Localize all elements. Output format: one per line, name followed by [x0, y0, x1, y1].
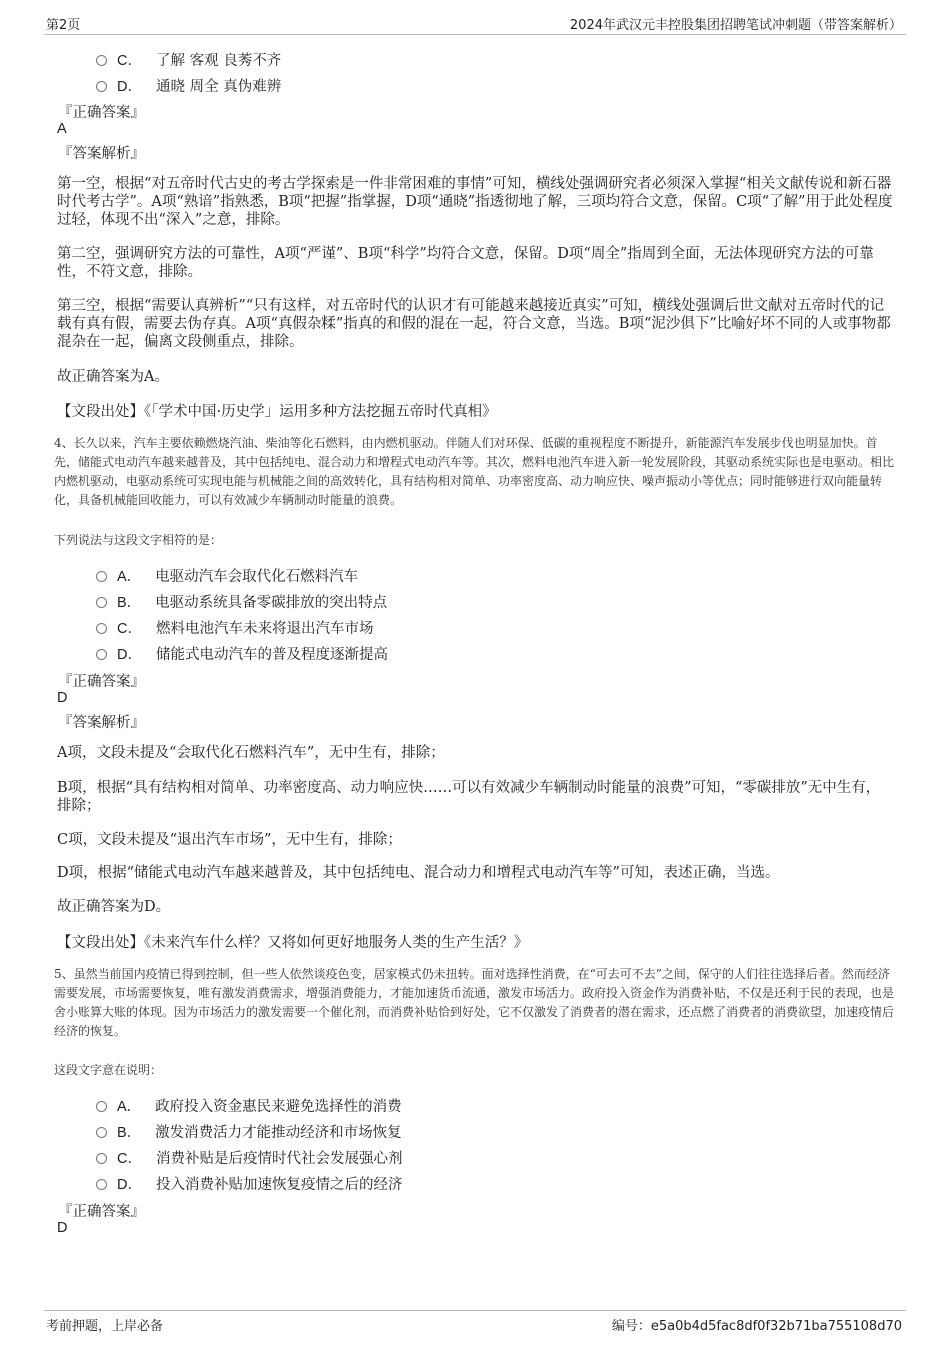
q3-analysis-2: 第二空，强调研究方法的可靠性，A项“严谨”、B项“科学”均符合文意，保留。D项“周全”指周到全面，无法体现研究方法的可靠性，不符文意，排除。 [57, 246, 874, 280]
q4-option-a[interactable]: A． 电驱动汽车会取代化石燃料汽车 [96, 565, 358, 586]
q3-analysis-label: 『答案解析』 [58, 146, 145, 162]
q3-analysis-3: 第三空，根据“需要认真辨析”“只有这样，对五帝时代的认识才有可能越来越接近真实”可知，横线处强调后世文献对五帝时代的记载有真有假，需要去伪存真。A项“真假杂糅”指真的和假的混在一起，符合文意，当选。B项“泥沙俱下”比喻好坏不同的人或事物都混杂在一起，偏离文段侧重点，排除。 [57, 298, 891, 350]
q4-passage: 4、长久以来，汽车主要依赖燃烧汽油、柴油等化石燃料，由内燃机驱动。伴随人们对环保、低碳的重视程度不断提升，新能源汽车发展步伐也明显加快。首先，储能式电动汽车越来越普及，其中包括纯电、混合动力和增程式电动汽车等。其次，燃料电池汽车进入新一轮发展阶段，其驱动系统实际也是电驱动。相比内燃机驱动，电驱动系统可实现电能与机械能之间的高效转化，具有结构相对简单、功率密度高、动力响应快、噪声振动小等优点；同时能够进行双向能量转化，具备机械能回收能力，可以有效减少车辆制动时能量的浪费。 [54, 436, 895, 507]
q5-option-d[interactable]: D． 投入消费补贴加速恢复疫情之后的经济 [96, 1173, 402, 1194]
radio-icon[interactable] [96, 649, 107, 660]
page-number: 第2页 [46, 18, 81, 33]
footer-slogan: 考前押题，上岸必备 [46, 1319, 164, 1334]
q4-source: 【文段出处】《未来汽车什么样？又将如何更好地服务人类的生产生活？》 [57, 935, 529, 951]
radio-icon[interactable] [96, 55, 107, 66]
document-code: 编号：e5a0b4d5fac8df0f32b71ba755108d70 [611, 1319, 902, 1334]
page-footer [44, 1310, 906, 1335]
radio-icon[interactable] [96, 571, 107, 582]
radio-icon[interactable] [96, 1179, 107, 1190]
q4-option-d[interactable]: D． 储能式电动汽车的普及程度逐渐提高 [96, 643, 388, 664]
q4-analysis-d: D项，根据“储能式电动汽车越来越普及，其中包括纯电、混合动力和增程式电动汽车等”可知，表述正确，当选。 [57, 865, 780, 881]
radio-icon[interactable] [96, 1101, 107, 1112]
q5-option-b[interactable]: B． 激发消费活力才能推动经济和市场恢复 [96, 1121, 402, 1142]
q3-answer: A [57, 121, 67, 137]
q4-question: 下列说法与这段文字相符的是： [54, 533, 223, 547]
radio-icon[interactable] [96, 81, 107, 92]
radio-icon[interactable] [96, 1127, 107, 1138]
q4-answer: D [57, 690, 68, 706]
q3-conclusion: 故正确答案为A。 [57, 369, 169, 385]
page-header [44, 10, 906, 35]
q4-option-c[interactable]: C． 燃料电池汽车未来将退出汽车市场 [96, 617, 373, 638]
q4-conclusion: 故正确答案为D。 [57, 899, 171, 915]
q5-option-c[interactable]: C． 消费补贴是后疫情时代社会发展强心剂 [96, 1147, 402, 1168]
q4-analysis-b: B项，根据“具有结构相对简单、功率密度高、动力响应快……可以有效减少车辆制动时能量的浪费”可知，“零碳排放”无中生有，排除； [57, 780, 881, 814]
document-title: 2024年武汉元丰控股集团招聘笔试冲刺题（带答案解析） [569, 18, 902, 33]
q5-passage: 5、虽然当前国内疫情已得到控制，但一些人依然谈疫色变，居家模式仍未扭转。面对选择性消费，在“可去可不去”之间，保守的人们往往选择后者。然而经济需要发展，市场需要恢复，唯有激发消费需求，增强消费能力，才能加速货币流通，激发市场活力。政府投入资金作为消费补贴，不仅是还利于民的表现，也是舍小账算大账的体现。因为市场活力的激发需要一个催化剂，而消费补贴恰到好处，它不仅激发了消费者的潜在需求，还点燃了消费者的消费欲望，加速疫情后经济的恢复。 [54, 967, 895, 1038]
radio-icon[interactable] [96, 1153, 107, 1164]
q3-analysis-1: 第一空，根据“对五帝时代古史的考古学探索是一件非常困难的事情”可知，横线处强调研究者必须深入掌握“相关文献传说和新石器时代考古学”。A项“熟谙”指熟悉，B项“把握”指掌握，D项“通晓”指透彻地了解，三项均符合文意，保留。C项“了解”用于此处程度过轻，体现不出“深入”之意，排除。 [57, 176, 893, 228]
q5-answer-label: 『正确答案』 [58, 1204, 145, 1220]
q4-analysis-label: 『答案解析』 [58, 715, 145, 731]
q4-option-b[interactable]: B． 电驱动系统具备零碳排放的突出特点 [96, 591, 387, 612]
q4-analysis-c: C项，文段未提及“退出汽车市场”，无中生有，排除； [57, 832, 402, 848]
q5-question: 这段文字意在说明： [54, 1063, 163, 1077]
q5-option-a[interactable]: A． 政府投入资金惠民来避免选择性的消费 [96, 1095, 402, 1116]
radio-icon[interactable] [96, 623, 107, 634]
q3-answer-label: 『正确答案』 [58, 105, 145, 121]
radio-icon[interactable] [96, 597, 107, 608]
q3-option-c[interactable]: C． 了解 客观 良莠不齐 [96, 49, 281, 70]
q4-answer-label: 『正确答案』 [58, 674, 145, 690]
q3-source: 【文段出处】《「学术中国·历史学」运用多种方法挖掘五帝时代真相》 [57, 404, 497, 420]
q5-answer: D [57, 1220, 68, 1236]
q4-analysis-a: A项，文段未提及“会取代化石燃料汽车”，无中生有，排除； [57, 745, 445, 761]
q3-option-d[interactable]: D． 通晓 周全 真伪难辨 [96, 75, 281, 96]
